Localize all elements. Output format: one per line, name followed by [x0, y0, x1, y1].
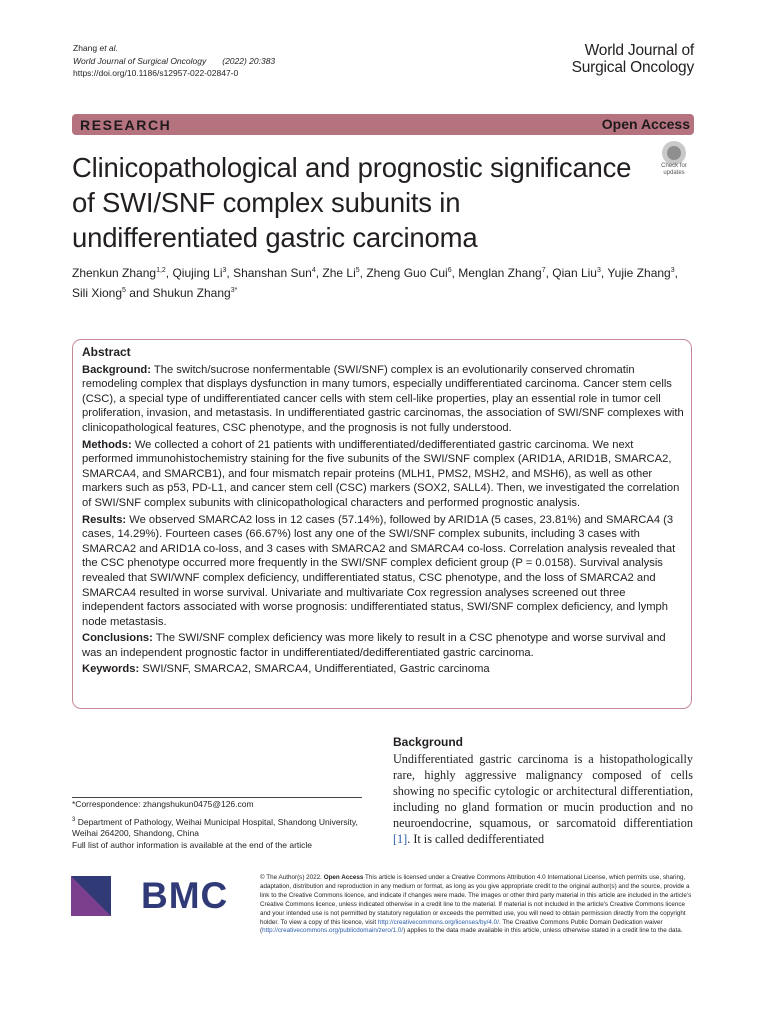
license-open-access: Open Access: [323, 874, 364, 881]
author-affiliation: 5: [355, 267, 360, 274]
journal-name: World Journal of Surgical Oncology: [73, 55, 207, 66]
keywords-text: SWI/SNF, SMARCA2, SMARCA4, Undifferentiated, Gastric carcinoma: [142, 663, 490, 676]
author-name[interactable]: Shanshan Sun: [233, 266, 312, 280]
check-updates-line2: updates: [663, 170, 685, 176]
results-label: Results:: [82, 513, 127, 526]
author-affiliation: 3*: [230, 287, 238, 294]
full-author-info-note: Full list of author information is available at the end of the article: [72, 839, 313, 850]
results-text: We observed SMARCA2 loss in 12 cases (57.14%), followed by ARID1A (5 cases, 23.81%) and SMARCA4 (3 cases, 14.29%). Fourteen cases (66.67%) lost any one of the SWI/SNF complex subunits, including 3 cases with SMARCA2 and ARID1A co-loss, and 3 cases with SMARCA2 and SMARCA4 co-loss. Correlation analysis revealed that the CSC phenotype occurred more frequently in the SWI/SNF complex deficient group (P = 0.0158). Survival analysis revealed that SWI/WNF complex deficiency, undifferentiated status, CSC phenotype, and the loss of SMARCA2 and SMARCA4 resulted in worse survival. Univariate and multivariate Cox regression analyses screened out three independent factors associated with worse prognosis: undifferentiated status, SWI/SNF complex deficiency, and lymph node metastasis.: [82, 513, 676, 628]
author-separator: ,: [165, 266, 173, 280]
background-body-text: Undifferentiated gastric carcinoma is a histopathologically rare, highly aggressive malignancy composed of cells showing no specific cytologic or architectural differentiation, including no gland formation or mucin production and no neuroendocrine, squamous, or sarcomatoid differentiation: [393, 752, 693, 831]
author-name[interactable]: Yujie Zhang: [607, 266, 671, 280]
author-affiliation: 4: [311, 267, 316, 274]
check-updates-text: [653, 163, 695, 177]
background-heading: Background: [393, 735, 464, 749]
license-body2: . The Creative Commons Public Domain Dedication waiver (: [260, 918, 663, 935]
author-separator: ,: [600, 266, 608, 280]
author-separator: ,: [545, 266, 553, 280]
check-for-updates-badge[interactable]: [653, 141, 695, 181]
author-separator: ,: [226, 266, 234, 280]
author-list: [72, 262, 696, 302]
author-affiliation: 3: [670, 267, 675, 274]
doi-link[interactable]: https://doi.org/10.1186/s12957-022-02847-0: [73, 68, 239, 78]
conclusions-text: The SWI/SNF complex deficiency was more likely to result in a CSC phenotype and worse survival and was an independent prognostic factor in undifferentiated/dedifferentiated gastric carcinoma.: [82, 632, 666, 659]
methods-label: Methods:: [82, 438, 132, 451]
bmc-logo-text: BMC: [141, 875, 229, 916]
year-volume: (2022) 20:383: [222, 55, 276, 66]
bmc-logo-icon: [71, 876, 133, 916]
author-name[interactable]: Qian Liu: [552, 266, 597, 280]
bmc-logo: [71, 875, 229, 916]
footnote-divider: [72, 797, 362, 798]
open-access-label: Open Access: [601, 116, 690, 132]
research-banner: [72, 114, 694, 135]
correspondence-note: *Correspondence: zhangshukun0475@126.com: [72, 799, 254, 809]
author-name[interactable]: Qiujing Li: [172, 266, 223, 280]
abstract-results: [82, 513, 684, 630]
license-text: [260, 874, 696, 936]
article-title: Clinicopathological and prognostic significance of SWI/SNF complex subunits in undifferentiated gastric carcinoma: [72, 152, 632, 253]
background-text: The switch/sucrose nonfermentable (SWI/SNF) complex is an evolutionarily conserved chromatin remodeling complex that displays dysfunction in many tumors, especially undifferentiated carcinoma. Cancer stem cells (CSC), a special type of undifferentiated cancer cells with stem cell-like properties, play an essential role in tumor cell proliferation, invasion, and metastasis. In undifferentiated gastric carcinomas, the association of SWI/SNF complexes with clinicopathological features, CSC phenotype, and the prognosis is not fully understood.: [82, 363, 684, 434]
license-link-cc-zero[interactable]: http://creativecommons.org/publicdomain/zero/1.0/: [262, 927, 404, 935]
author-affiliation: 1,2: [156, 267, 166, 274]
license-link-cc-by[interactable]: http://creativecommons.org/licenses/by/4.0/: [377, 918, 499, 926]
journal-logo-line2: Surgical Oncology: [571, 59, 694, 76]
citation-link[interactable]: [1]: [393, 832, 408, 847]
et-al: et al.: [99, 43, 118, 53]
author-short-line: [73, 42, 275, 55]
author-name[interactable]: Zhe Li: [322, 266, 356, 280]
author-affiliation: 7: [541, 267, 546, 274]
abstract-keywords: [82, 662, 684, 677]
check-updates-icon-inner: [667, 146, 681, 160]
abstract-background: [82, 363, 684, 436]
background-body: [393, 751, 693, 848]
background-label: Background:: [82, 363, 151, 376]
abstract-methods: [82, 438, 684, 511]
affiliation-text1: Department of Pathology, Weihai Municipal Hospital, Shandong University,: [75, 816, 358, 827]
license-body1: This article is licensed under a Creative Commons Attribution 4.0 International License, which permits use, sharing, adaptation, distribution and reproduction in any medium or format, as long as you give appropriate credit to the original author(s) and the source, provide a link to the Creative Commons licence, and indicate if changes were made. The images or other third party material in this article are included in the article's Creative Commons licence, unless indicated otherwise in a credit line to the material. If material is not included in the article's Creative Commons licence and your intended use is not permitted by statutory regulation or exceeds the permitted use, you will need to obtain permission directly from the copyright holder. To view a copy of this licence, visit: [260, 874, 692, 926]
keywords-label: Keywords:: [82, 663, 140, 676]
background-body-text-end: . It is called dedifferentiated: [407, 832, 545, 847]
journal-logo-line1: World Journal of: [584, 42, 694, 59]
journal-logo: [494, 42, 694, 76]
license-body3: ) applies to the data made available in this article, unless otherwise stated in a credit line to the data.: [403, 927, 683, 935]
article-header-meta: [73, 42, 275, 80]
abstract-conclusions: [82, 631, 684, 660]
author-separator: ,: [451, 266, 459, 280]
journal-citation-line: [73, 55, 275, 68]
author-name[interactable]: Shukun Zhang: [152, 286, 231, 300]
author-separator: and: [125, 286, 153, 300]
author-name[interactable]: Zhenkun Zhang: [72, 266, 157, 280]
affiliation-line2: Weihai 264200, Shandong, China: [72, 828, 199, 839]
author-affiliation: 3: [596, 267, 601, 274]
affiliation-sup: 3: [72, 817, 76, 823]
author-affiliation: 3: [222, 267, 227, 274]
section-label: RESEARCH: [80, 117, 172, 133]
check-updates-icon: [662, 141, 686, 165]
license-prefix: © The Author(s) 2022.: [260, 874, 322, 881]
author-short: Zhang: [73, 43, 98, 53]
methods-text: We collected a cohort of 21 patients with undifferentiated/dedifferentiated gastric carcinoma. We next performed immunohistochemistry staining for the five subunits of the SWI/SNF complex (ARID1A, ARID1B, SMARCA2, SMARCA4, and SMARCB1), and four mismatch repair proteins (MLH1, PMS2, MSH2, and MSH6), as well as other markers such as p53, PD-L1, and cancer stem cell (CSC) markers (SOX2, SALL4). Then, we investigated the correlation of SWI/SNF complex subunits with clinicopathological characters and performed prognostic analysis.: [82, 438, 680, 509]
author-separator: ,: [674, 266, 678, 280]
affiliation-note: [72, 815, 372, 851]
author-name[interactable]: Sili Xiong: [72, 286, 123, 300]
author-separator: ,: [359, 266, 367, 280]
author-affiliation: 5: [122, 287, 126, 294]
affiliation-line1: [72, 815, 372, 828]
author-name[interactable]: Menglan Zhang: [458, 266, 542, 280]
author-separator: ,: [315, 266, 323, 280]
abstract-box: [72, 339, 692, 709]
conclusions-label: Conclusions:: [82, 632, 153, 645]
check-updates-line1: Check for: [661, 163, 687, 169]
author-name[interactable]: Zheng Guo Cui: [366, 266, 448, 280]
abstract-heading: Abstract: [82, 345, 131, 359]
author-affiliation: 6: [447, 267, 452, 274]
